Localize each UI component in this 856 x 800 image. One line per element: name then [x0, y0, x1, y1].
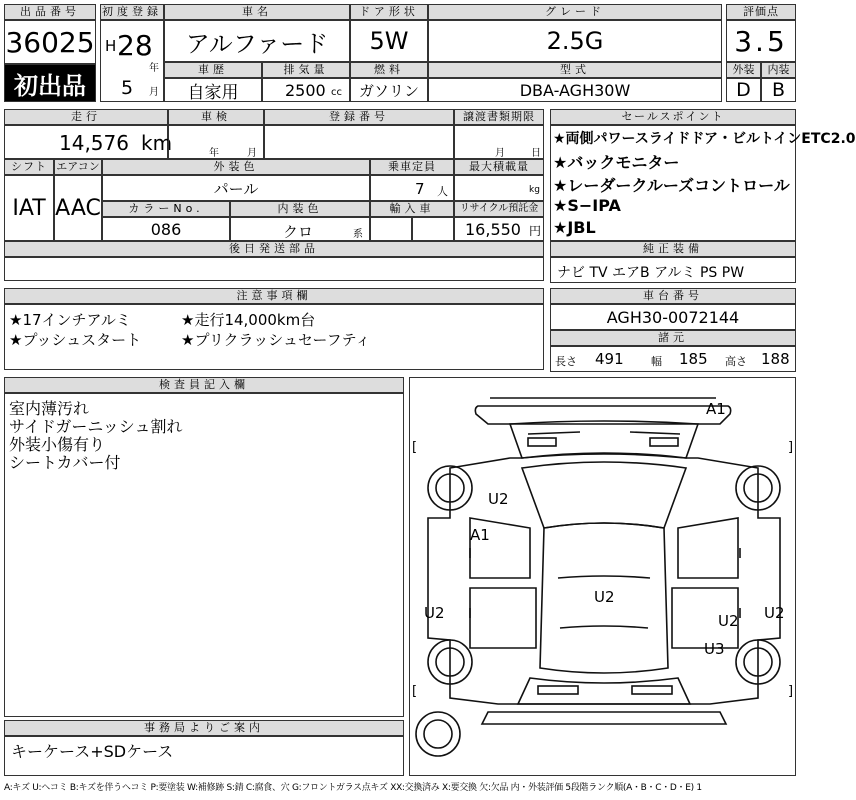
plate-label: 登録番号 [264, 109, 454, 125]
color-no: 086 [102, 217, 230, 241]
height-label: 高さ [725, 355, 747, 368]
chassis-number-label: 車台番号 [550, 288, 796, 304]
note-item: ★プリクラッシュセーフティ [181, 331, 371, 349]
shift-label: シフト [4, 159, 54, 175]
note-item: ★走行14,000km台 [181, 311, 316, 329]
recycle-cell [454, 217, 544, 241]
inspection-label: 車検 [168, 109, 264, 125]
exterior-grade: D [726, 78, 761, 102]
note-item: ★プッシュスタート [9, 331, 142, 349]
import-cell-a [370, 217, 412, 241]
equipment-label: 純正装備 [550, 241, 796, 257]
sales-points-label: セールスポイント [550, 109, 796, 125]
sales-point-item: ★JBL [553, 218, 596, 237]
dimensions-cell [550, 346, 796, 372]
plate-cell [264, 125, 454, 159]
transfer-day-unit: 日 [531, 148, 541, 159]
door-type: 5W [350, 20, 428, 62]
transfer-deadline-label: 譲渡書類期限 [454, 109, 544, 125]
capacity: 7 [415, 180, 425, 198]
sales-point-item: ★S−IPA [553, 196, 621, 215]
interior-color-unit: 系 [353, 229, 363, 240]
import-label: 輸入車 [370, 201, 454, 217]
sales-point-item: ★レーダークルーズコントロール [553, 176, 790, 195]
lot-number-label: 出品番号 [4, 4, 96, 20]
bracket: ] [788, 440, 794, 455]
mileage-unit: km [141, 131, 173, 155]
ac-label: エアコン [54, 159, 102, 175]
model: DBA-AGH30W [428, 78, 722, 102]
reg-year-unit: 年 [149, 63, 159, 74]
fuel: ガソリン [350, 78, 428, 102]
height-value: 188 [761, 350, 790, 368]
capacity-cell [370, 175, 454, 201]
model-label: 型式 [428, 62, 722, 78]
damage-mark: U2 [488, 490, 509, 508]
length-label: 長さ [555, 355, 577, 368]
interior-grade-label: 内装 [761, 62, 796, 78]
first-registration-label: 初度登録 [102, 5, 162, 18]
recycle-label: リサイクル預託金 [454, 201, 544, 217]
capacity-unit: 人 [437, 185, 448, 198]
import-cell-b [412, 217, 454, 241]
dimensions-label: 諸元 [550, 330, 796, 346]
door-type-label: ドア形状 [350, 4, 428, 20]
score-label: 評価点 [726, 4, 796, 20]
mileage: 14,576 [59, 131, 129, 155]
width-label: 幅 [651, 355, 662, 368]
office-notice-label: 事務局よりご案内 [4, 720, 404, 736]
grade: 2.5G [428, 20, 722, 62]
mileage-cell [4, 125, 173, 159]
first-listing-badge: 初出品 [4, 64, 96, 102]
reg-year: 28 [117, 29, 153, 62]
damage-mark: U2 [424, 604, 445, 622]
inspector-notes [4, 393, 404, 717]
lot-number: 36025 [4, 20, 96, 64]
recycle-fee: 16,550 [465, 220, 521, 239]
chassis-number: AGH30-0072144 [550, 304, 796, 330]
reg-month-unit: 月 [149, 87, 159, 98]
interior-color-label: 内装色 [230, 201, 370, 217]
sales-points-list [550, 125, 856, 241]
note-item: ★17インチアルミ [9, 311, 131, 329]
notes-box [4, 304, 544, 370]
load-unit: kg [529, 185, 540, 195]
bracket: ] [788, 684, 794, 699]
inspection-year-unit: 年 [209, 148, 219, 159]
car-name-label: 車名 [164, 4, 350, 20]
notes-label: 注意事項欄 [4, 288, 544, 304]
displacement-label: 排気量 [262, 62, 350, 78]
bracket: [ [412, 440, 418, 455]
score: 3.5 [726, 20, 796, 62]
transfer-month-unit: 月 [495, 148, 505, 159]
recycle-unit: 円 [529, 224, 542, 238]
displacement-unit: cc [331, 87, 342, 98]
damage-mark: U3 [704, 640, 725, 658]
inspection-month-unit: 月 [247, 148, 257, 159]
width-value: 185 [679, 350, 708, 368]
first-registration-cell [100, 20, 164, 102]
fuel-label: 燃料 [350, 62, 428, 78]
damage-mark: A1 [706, 400, 726, 418]
later-parts-cell [4, 257, 544, 281]
exterior-color-label: 外装色 [102, 159, 370, 175]
inspector-notes-label: 検査員記入欄 [4, 377, 404, 393]
damage-mark: U2 [764, 604, 785, 622]
max-load-cell [454, 175, 544, 201]
reg-month: 5 [121, 77, 134, 99]
interior-grade: B [761, 78, 796, 102]
inspector-note-line: 外装小傷有り [9, 435, 106, 454]
grade-label: グレード [428, 4, 722, 20]
displacement-cell [262, 78, 350, 102]
transfer-deadline-cell [454, 125, 544, 159]
inspector-note-line: シートカバー付 [9, 453, 121, 472]
vehicle-damage-diagram [409, 377, 796, 776]
equipment: ナビ TV エアB アルミ PS PW [550, 257, 796, 283]
later-parts-label: 後日発送部品 [4, 241, 544, 257]
office-notice: キーケース+SDケース [4, 736, 404, 776]
reg-era: H [105, 37, 117, 55]
length-value: 491 [595, 350, 624, 368]
inspector-note-line: 室内薄汚れ [9, 399, 90, 418]
history: 自家用 [164, 78, 262, 102]
history-label: 車歴 [164, 62, 262, 78]
damage-mark: U2 [718, 612, 739, 630]
exterior-color: パール [102, 175, 370, 201]
max-load-label: 最大積載量 [454, 159, 544, 175]
sales-point-item: ★バックモニター [553, 153, 680, 172]
bracket: [ [412, 684, 418, 699]
car-name: アルファード [164, 20, 350, 62]
ac: AAC [54, 175, 102, 241]
damage-mark: U2 [594, 588, 615, 606]
mileage-label: 走行 [4, 109, 168, 125]
displacement: 2500 [285, 81, 326, 100]
capacity-label: 乗車定員 [370, 159, 454, 175]
shift: IAT [4, 175, 54, 241]
interior-color-cell [230, 217, 370, 241]
interior-color: クロ [283, 223, 314, 241]
inspector-note-line: サイドガーニッシュ割れ [9, 417, 183, 436]
sales-point-item: ★両側パワースライドドア・ビルトインETC2.0 [553, 131, 856, 147]
color-no-label: カラーNo. [102, 201, 230, 217]
car-outline [410, 378, 797, 777]
exterior-grade-label: 外装 [726, 62, 761, 78]
damage-mark: A1 [470, 526, 490, 544]
inspection-cell [168, 125, 264, 159]
damage-legend: A:キズ U:ヘコミ B:キズを伴うヘコミ P:要塗装 W:補修跡 S:錆 C:腐食、穴 G:フロントガラス点キズ XX:交換済み X:要交換 欠:欠品 内・外装評価 5段階ランク順(A・B・C・D・E) 1 [4, 783, 702, 793]
